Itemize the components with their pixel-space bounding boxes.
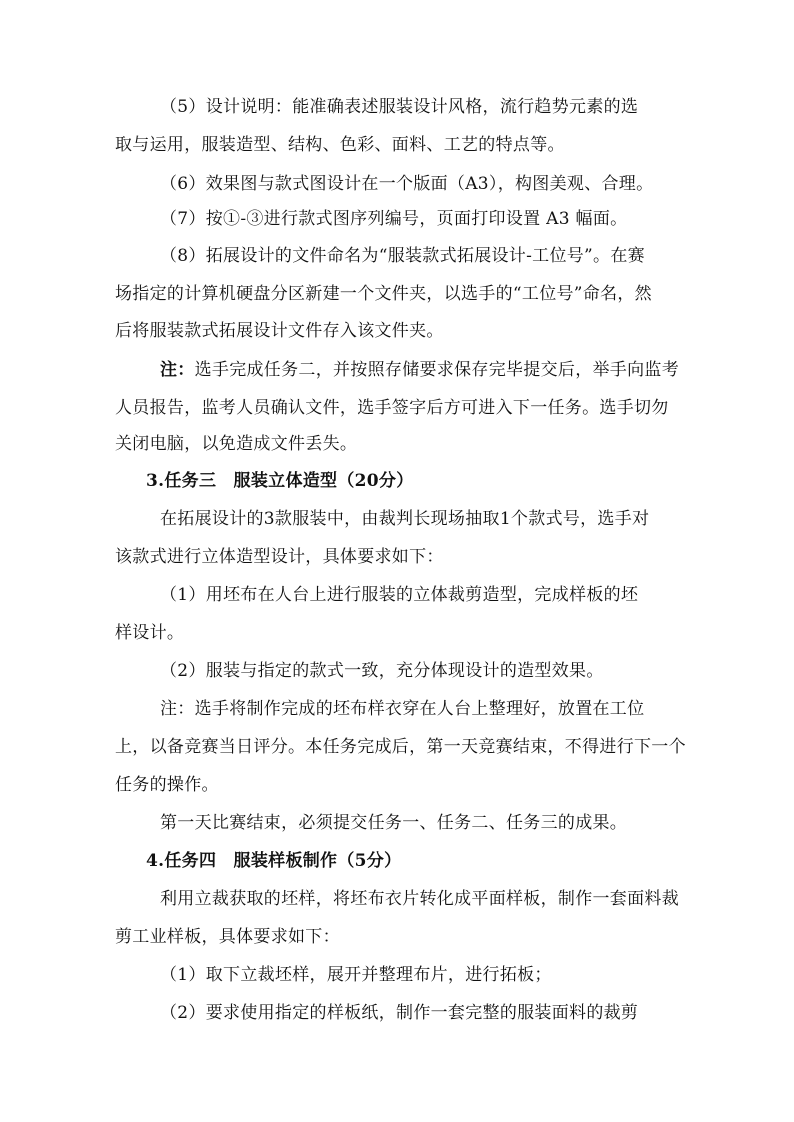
paragraph-8-line2: 场指定的计算机硬盘分区新建一个文件夹，以选手的“工位号”命名，然 [115,284,652,304]
section-3-intro-line2: 该款式进行立体造型设计，具体要求如下： [115,547,444,567]
paragraph-6: （6）效果图与款式图设计在一个版面（A3），构图美观、合理。 [160,174,654,194]
section-3-note-line3: 任务的操作。 [115,775,219,795]
section-4-req2: （2）要求使用指定的样板纸，制作一套完整的服装面料的裁剪 [160,1003,639,1023]
paragraph-7: （7）按①-③进行款式图序列编号，页面打印设置 A3 幅面。 [160,209,628,229]
note-task2-line3: 关闭电脑，以免造成文件丢失。 [115,434,358,454]
note-label: 注： [160,360,195,380]
section-3-req2: （2）服装与指定的款式一致，充分体现设计的造型效果。 [160,661,604,681]
note-task2-text: 选手完成任务二，并按照存储要求保存完毕提交后，举手向监考 [194,360,680,380]
day1-summary: 第一天比赛结束，必须提交任务一、任务二、任务三的成果。 [160,813,628,833]
paragraph-5-line1: （5）设计说明：能准确表述服装设计风格，流行趋势元素的选 [160,97,639,117]
paragraph-8-line1: （8）拓展设计的文件命名为“服装款式拓展设计-工位号”。在赛 [160,246,645,266]
section-4-intro-line1: 利用立裁获取的坯样，将坯布衣片转化成平面样板，制作一套面料裁 [160,889,679,909]
note-task2-line2: 人员报告，监考人员确认文件，选手签字后方可进入下一任务。选手切勿 [115,398,669,418]
section-4-intro-line2: 剪工业样板，具体要求如下： [115,927,340,947]
section-4-req1: （1）取下立裁坯样，展开并整理布片，进行拓板； [160,965,552,985]
paragraph-5-line2: 取与运用，服装造型、结构、色彩、面料、工艺的特点等。 [115,135,565,155]
section-3-note-line2: 上，以备竞赛当日评分。本任务完成后，第一天竞赛结束，不得进行下一个 [115,737,686,757]
section-3-req1-line2: 样设计。 [115,623,185,643]
section-3-intro-line1: 在拓展设计的3款服装中，由裁判长现场抽取1个款式号，选手对 [160,509,650,529]
section-4-heading: 4.任务四 服装样板制作（5分） [146,851,402,871]
section-3-req1-line1: （1）用坯布在人台上进行服装的立体裁剪造型，完成样板的坯 [160,585,639,605]
note-task2-line1 [160,358,679,382]
section-3-note-line1: 注：选手将制作完成的坯布样衣穿在人台上整理好，放置在工位 [160,699,645,719]
paragraph-8-line3: 后将服装款式拓展设计文件存入该文件夹。 [115,321,444,341]
section-3-heading: 3.任务三 服装立体造型（20分） [146,471,414,491]
